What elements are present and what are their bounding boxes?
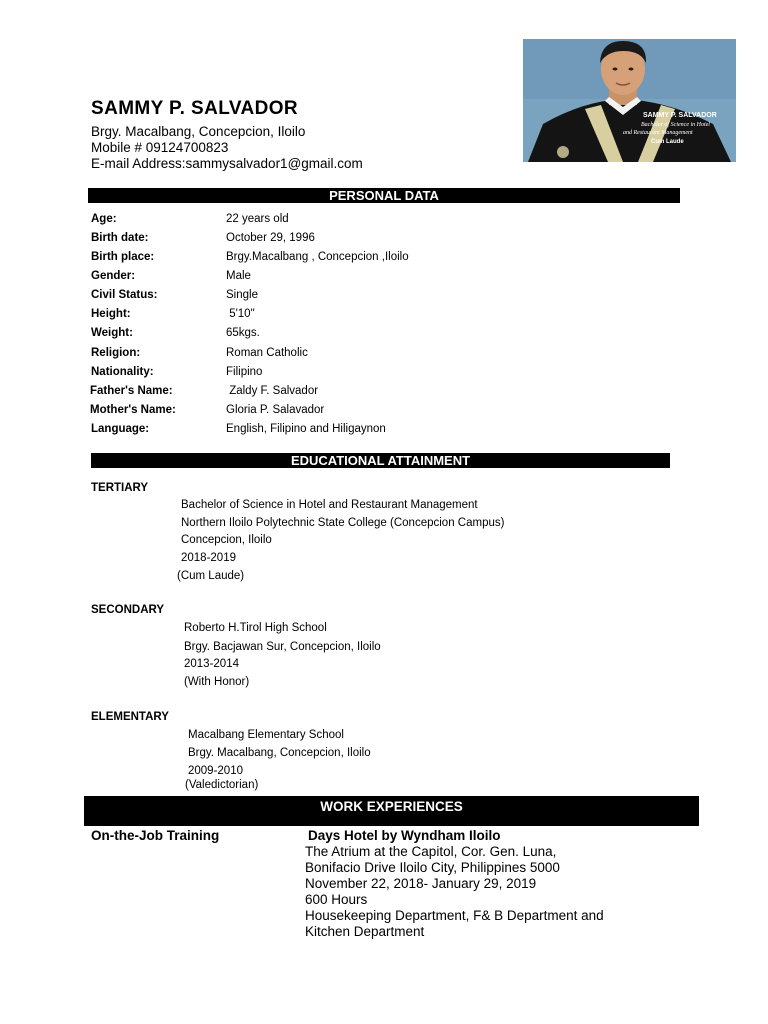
work-address-line2: Bonifacio Drive Iloilo City, Philippines 5000: [305, 860, 560, 875]
work-dates: November 22, 2018- January 29, 2019: [305, 876, 537, 891]
tertiary-honor: (Cum Laude): [177, 570, 245, 582]
religion-value: Roman Catholic: [226, 347, 308, 359]
mobile-number: Mobile # 09124700823: [91, 140, 229, 155]
gender-value: Male: [226, 270, 251, 282]
graduation-portrait-image: [523, 39, 736, 162]
civil-status-label: Civil Status:: [91, 289, 158, 301]
secondary-label: SECONDARY: [91, 604, 165, 616]
language-label: Language:: [91, 423, 150, 435]
age-label: Age:: [91, 213, 117, 225]
nationality-label: Nationality:: [91, 366, 154, 378]
email-address: E-mail Address:sammysalvador1@gmail.com: [91, 156, 363, 171]
work-departments-line2: Kitchen Department: [305, 924, 425, 939]
civil-status-value: Single: [226, 289, 258, 301]
sash-degree-line1: Bachelor of Science in Hotel: [641, 122, 710, 128]
work-type: On-the-Job Training: [91, 828, 220, 843]
elementary-label: ELEMENTARY: [91, 711, 169, 723]
tertiary-location: Concepcion, Iloilo: [181, 534, 272, 546]
birth-place-label: Birth place:: [91, 251, 155, 263]
tertiary-school: Northern Iloilo Polytechnic State College (Concepcion Campus): [181, 517, 505, 529]
weight-label: Weight:: [91, 327, 133, 339]
secondary-school: Roberto H.Tirol High School: [184, 622, 327, 634]
height-label: Height:: [91, 308, 131, 320]
language-value: English, Filipino and Hiligaynon: [226, 423, 386, 435]
tertiary-years: 2018-2019: [181, 552, 236, 564]
fathers-name-value: Zaldy F. Salvador: [226, 385, 319, 397]
elementary-location: Brgy. Macalbang, Concepcion, Iloilo: [188, 747, 371, 759]
gender-label: Gender:: [91, 270, 136, 282]
religion-label: Religion:: [91, 347, 141, 359]
graduation-photo: [523, 39, 736, 162]
mothers-name-label: Mother's Name:: [90, 404, 176, 416]
tertiary-label: TERTIARY: [91, 482, 149, 494]
work-experiences-header: WORK EXPERIENCES: [84, 796, 699, 826]
secondary-honor: (With Honor): [184, 676, 250, 688]
age-value: 22 years old: [226, 213, 289, 225]
educational-attainment-header: EDUCATIONAL ATTAINMENT: [91, 453, 670, 468]
address: Brgy. Macalbang, Concepcion, Iloilo: [91, 124, 306, 139]
fathers-name-label: Father's Name:: [90, 385, 173, 397]
sash-degree-line2: and Restaurant Management: [623, 130, 693, 136]
birth-date-value: October 29, 1996: [226, 232, 315, 244]
sash-name-text: SAMMY P. SALVADOR: [643, 112, 717, 119]
height-value: 5'10": [226, 308, 255, 320]
work-departments-line1: Housekeeping Department, F& B Department and: [305, 908, 604, 923]
birth-place-value: Brgy.Macalbang , Concepcion ,Iloilo: [226, 251, 409, 263]
elementary-honor: (Valedictorian): [185, 779, 259, 791]
weight-value: 65kgs.: [226, 327, 260, 339]
applicant-name: SAMMY P. SALVADOR: [91, 98, 299, 119]
work-hours: 600 Hours: [305, 892, 368, 907]
work-employer: Days Hotel by Wyndham Iloilo: [308, 828, 501, 843]
birth-date-label: Birth date:: [91, 232, 149, 244]
work-address-line1: The Atrium at the Capitol, Cor. Gen. Luna,: [305, 844, 557, 859]
sash-honor: Cum Laude: [651, 139, 684, 145]
personal-data-header: PERSONAL DATA: [88, 188, 680, 203]
nationality-value: Filipino: [226, 366, 263, 378]
secondary-location: Brgy. Bacjawan Sur, Concepcion, Iloilo: [184, 641, 381, 653]
elementary-school: Macalbang Elementary School: [188, 729, 344, 741]
secondary-years: 2013-2014: [184, 658, 239, 670]
mothers-name-value: Gloria P. Salavador: [226, 404, 325, 416]
tertiary-degree: Bachelor of Science in Hotel and Restaurant Management: [181, 499, 478, 511]
elementary-years: 2009-2010: [188, 765, 243, 777]
